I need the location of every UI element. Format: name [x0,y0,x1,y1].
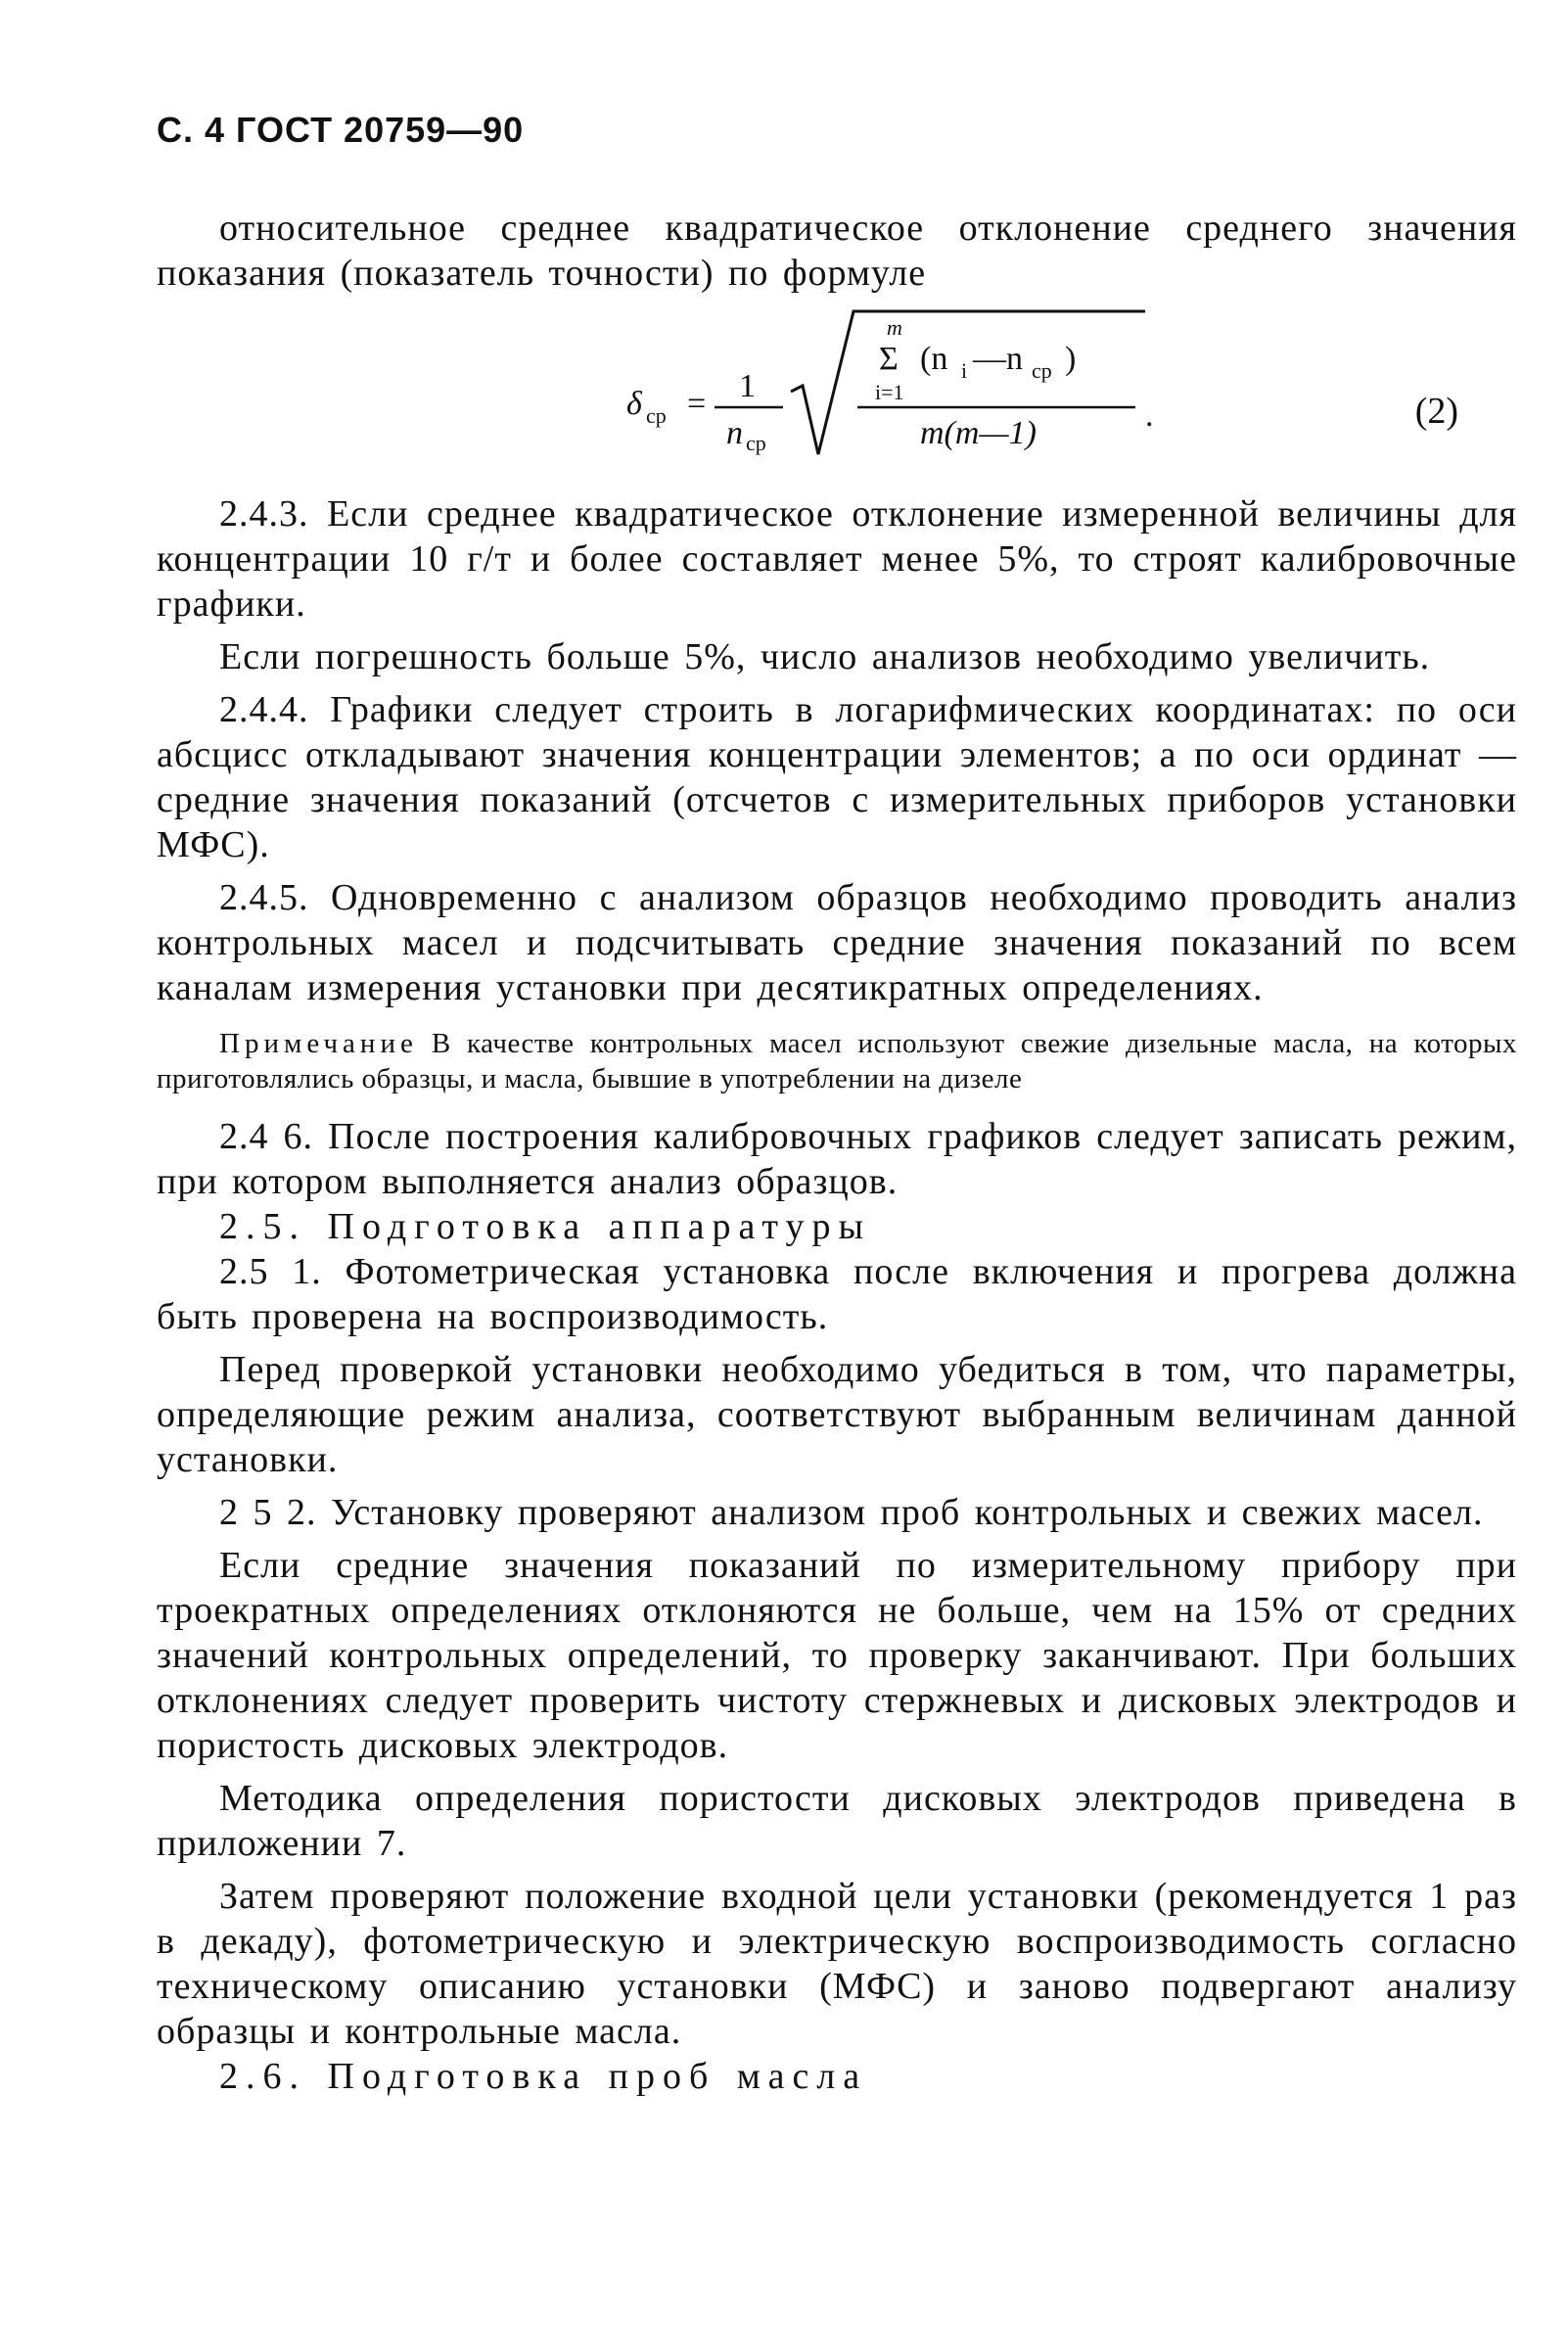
paragraph-2-5-1-continued: Перед проверкой установки необходимо убедиться в том, что параметры, определяющие режим анализа, соответствуют выбранным величинам данной установки. [157,1349,1517,1480]
fraction-numerator: 1 [739,368,756,404]
document-body [157,206,1517,2099]
sum-symbol: Σ [879,341,899,377]
trailing-dot: . [1145,397,1154,434]
lhs-subscript: ср [646,403,667,428]
formula-lines [626,302,1370,478]
sum-term-close: ) [1065,341,1077,377]
paragraph-2-5-1: 2.5 1. Фотометрическая установка после включения и прогрева должна быть проверена на воспроизводимость. [157,1251,1517,1337]
note-block [157,1026,1517,1096]
note-label: Примечание [219,1028,418,1059]
equals-sign: = [687,386,707,422]
equation-number: (2) [1414,391,1458,432]
paragraph-2-5-2: 2 5 2. Установку проверяют анализом проб контрольных и свежих масел. [219,1492,1484,1533]
note-text: В качестве контрольных масел используют свежие дизельные масла, на которых приготовлялись образцы, и масла, бывшие в употреблении на дизеле [157,1028,1517,1094]
lhs-delta: δ [626,386,642,422]
inner-denominator: m(m—1) [920,415,1037,451]
paragraph-2-4-3-continued: Если погрешность больше 5%, число анализов необходимо увеличить. [219,636,1431,677]
fraction-denominator-n: n [726,415,743,451]
paragraph-2-4-3: 2.4.3. Если среднее квадратическое отклонение измеренной величины для концентрации 10 г/т и более составляет менее 5%, то строят калибровочные графики. [157,493,1517,625]
section-heading-2-5: 2.5. Подготовка аппаратуры [219,1206,872,1247]
paragraph-2-5-2-method: Методика определения пористости дисковых электродов приведена в приложении 7. [157,1778,1517,1864]
paragraph-2-4-4: 2.4.4. Графики следует строить в логарифмических координатах: по оси абсцисс откладывают значения концентрации элементов; а по оси ординат — средние значения показаний (отсчетов с измерительных приборов установки МФС). [157,689,1517,865]
sum-term-sub-cp: ср [1032,358,1052,383]
sum-lower-limit: i=1 [875,380,904,404]
formula-2 [626,302,1370,478]
section-heading-2-6: 2.6. Подготовка проб масла [219,2056,868,2097]
paragraph-2-5-2-final: Затем проверяют положение входной цели установки (рекомендуется 1 раз в декаду), фотометрическую и электрическую воспроизводимость согласно техническому описанию установки (МФС) и заново подвергают анализу образцы и контрольные масла. [157,1876,1517,2052]
paragraph-2-4-6: 2.4 6. После построения калибровочных графиков следует записать режим, при котором выполняется анализ образцов. [157,1116,1517,1202]
intro-paragraph: относительное среднее квадратическое отклонение среднего значения показания (показатель точности) по формуле [157,208,1517,294]
fraction-denominator-sub: ср [746,431,766,455]
formula-block [157,302,1517,478]
paragraph-2-5-2-continued: Если средние значения показаний по измерительному прибору при троекратных определениях отклоняются не больше, чем на 15% от средних значений контрольных определений, то проверку заканчивают. При больших отклонениях следует проверить чистоту стержневых и дисковых электродов и пористость дисковых электродов. [157,1545,1517,1766]
paragraph-2-4-5: 2.4.5. Одновременно с анализом образцов необходимо проводить анализ контрольных масел и подсчитывать средние значения показаний по всем каналам измерения установки при десятикратных определениях. [157,877,1517,1008]
page-header: С. 4 ГОСТ 20759—90 [157,110,525,150]
sum-upper-limit: m [887,315,902,340]
sum-term-open: (n [920,341,948,377]
sum-term-minus: —n [973,341,1023,377]
sum-term-sub-i: i [961,358,968,383]
